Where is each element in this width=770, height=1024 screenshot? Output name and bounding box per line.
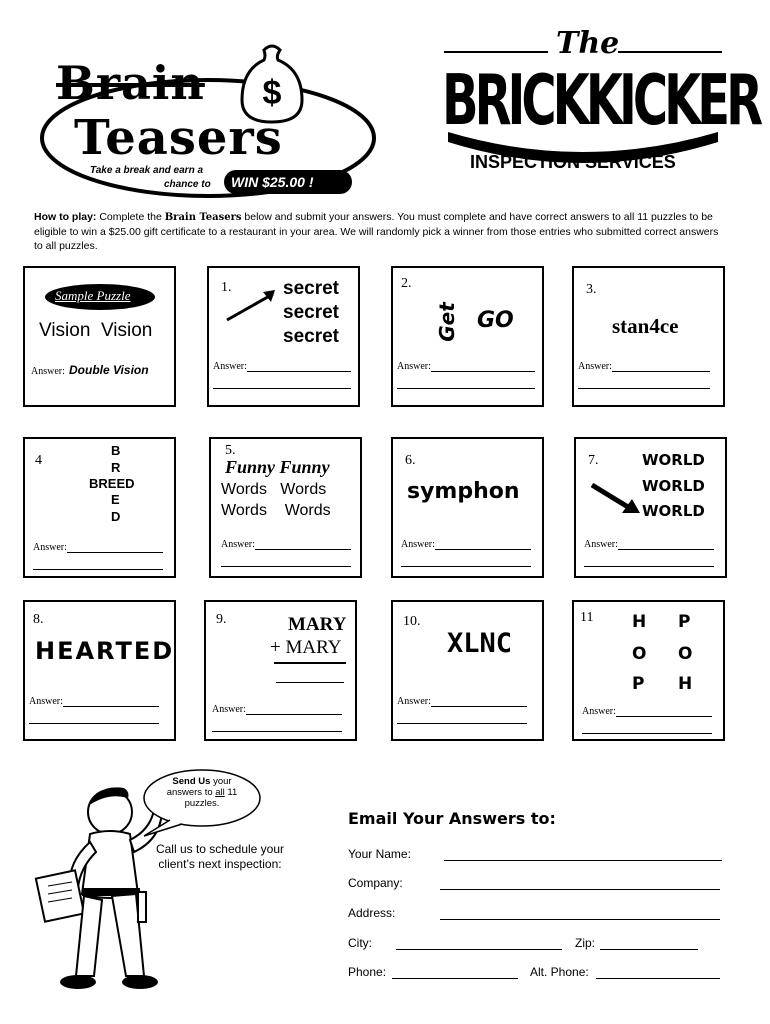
puzzle-9-number: 9. xyxy=(216,612,227,627)
puzzle-11-col1-3: P xyxy=(632,674,645,694)
logo-brickkicker-text: BRICKKICKER xyxy=(442,60,760,142)
puzzle-4-letter-2: R xyxy=(111,460,121,475)
puzzle-9-line-1: MARY xyxy=(288,614,347,635)
sample-puzzle-badge-text: Sample Puzzle xyxy=(55,288,131,303)
puzzle-1-answer-field-2[interactable] xyxy=(213,388,351,389)
address-label: Address: xyxy=(348,906,396,920)
sample-answer-label: Answer: xyxy=(31,366,65,377)
intro-part2: below and submit your answers. You must complete and have correct answers to all 11 puzzles to be eligible to win a $25.00 gift certificate to a restaurant in your area. We will randomly pick a winner from those entries who submitted correct answers to all puzzles. xyxy=(34,211,719,252)
logo-tagline-1: Take a break and earn a xyxy=(90,165,204,176)
company-label: Company: xyxy=(348,876,403,890)
puzzle-6-answer-field-2[interactable] xyxy=(401,566,531,567)
logo-brain-text: Brain xyxy=(56,56,205,110)
puzzle-9-answer-field-2[interactable] xyxy=(212,731,342,732)
puzzle-10-box xyxy=(391,600,544,741)
email-answers-heading: Email Your Answers to: xyxy=(348,809,556,828)
logo-inspection-services: INSPECTION SERVICES xyxy=(470,152,676,172)
puzzle-8-text-clip xyxy=(35,637,177,665)
puzzle-11-col1-1: H xyxy=(632,612,647,632)
puzzle-5-row-2: Words Words xyxy=(221,502,331,519)
puzzle-7-word-3: WORLD xyxy=(642,502,705,520)
puzzle-2-answer-field[interactable] xyxy=(431,371,535,372)
how-to-play-label: How to play: xyxy=(34,211,97,223)
puzzle-10-answer-field-2[interactable] xyxy=(397,723,527,724)
puzzle-11-box xyxy=(572,600,725,741)
puzzle-5-answer-label: Answer: xyxy=(221,539,255,550)
logo-prize-text: WIN $25.00 ! xyxy=(231,174,314,190)
sample-answer-value: Double Vision xyxy=(69,363,149,377)
phone-field[interactable] xyxy=(392,978,518,979)
puzzle-1-word-2: secret xyxy=(283,302,339,323)
puzzle-8-answer-field-2[interactable] xyxy=(29,723,159,724)
puzzle-6-text: symphon xyxy=(407,479,520,504)
puzzle-1-word-3: secret xyxy=(283,326,339,347)
puzzle-4-letter-3: BREED xyxy=(89,476,135,491)
speech-bubble-text xyxy=(152,776,252,809)
zip-field[interactable] xyxy=(600,949,698,950)
puzzle-7-word-2: WORLD xyxy=(642,477,705,495)
puzzle-7-answer-label: Answer: xyxy=(584,539,618,550)
puzzle-4-answer-field[interactable] xyxy=(67,552,163,553)
puzzle-8-number: 8. xyxy=(33,612,44,627)
puzzle-2-number: 2. xyxy=(401,276,412,291)
puzzle-10-text: XLNC xyxy=(447,628,513,659)
puzzle-5-answer-field-2[interactable] xyxy=(221,566,351,567)
puzzle-3-box xyxy=(572,266,725,407)
puzzle-9-answer-field[interactable] xyxy=(246,714,342,715)
puzzle-11-col2-3: H xyxy=(678,674,693,694)
city-field[interactable] xyxy=(396,949,562,950)
puzzle-8-answer-label: Answer: xyxy=(29,696,63,707)
puzzle-4-answer-field-2[interactable] xyxy=(33,569,163,570)
puzzle-3-text: stan4ce xyxy=(612,314,679,338)
bubble-answers-to: answers to xyxy=(166,787,213,798)
puzzle-10-answer-label: Answer: xyxy=(397,696,431,707)
puzzle-5-row-1: Words Words xyxy=(221,481,327,498)
puzzle-1-box xyxy=(207,266,360,407)
puzzle-5-answer-field[interactable] xyxy=(255,549,351,550)
puzzle-2-answer-field-2[interactable] xyxy=(397,388,535,389)
puzzle-11-answer-field-2[interactable] xyxy=(582,733,712,734)
logo-tagline-2: chance to xyxy=(164,179,211,190)
puzzle-9-line-2: + MARY xyxy=(270,637,342,658)
phone-label: Phone: xyxy=(348,965,387,979)
puzzle-7-word-1: WORLD xyxy=(642,451,705,469)
intro-brand: Brain Teasers xyxy=(164,212,242,223)
puzzle-1-arrow-icon xyxy=(223,286,283,326)
svg-text:$: $ xyxy=(262,74,282,112)
puzzle-2-get: Get xyxy=(434,302,459,342)
company-field[interactable] xyxy=(440,889,720,890)
puzzle-4-letter-1: B xyxy=(111,443,121,458)
puzzle-1-answer-label: Answer: xyxy=(213,361,247,372)
puzzle-9-answer-label: Answer: xyxy=(212,704,246,715)
puzzle-11-answer-field[interactable] xyxy=(616,716,712,717)
brain-teasers-logo xyxy=(36,38,381,203)
puzzle-5-funny: Funny Funny xyxy=(225,457,330,477)
puzzle-7-arrow-icon xyxy=(588,479,644,519)
sample-puzzle-content: Vision Vision xyxy=(39,320,153,341)
bubble-count: 11 xyxy=(227,787,238,798)
puzzle-2-answer-label: Answer: xyxy=(397,361,431,372)
address-field[interactable] xyxy=(440,919,720,920)
puzzle-9-result-line[interactable] xyxy=(276,682,344,683)
puzzle-1-number: 1. xyxy=(221,280,232,295)
puzzle-9-box xyxy=(204,600,357,741)
logo-the-text: The xyxy=(556,26,620,61)
bubble-your: your xyxy=(213,776,232,787)
puzzle-8-text: HEARTED xyxy=(35,637,175,665)
puzzle-7-answer-field-2[interactable] xyxy=(584,566,714,567)
your-name-field[interactable] xyxy=(444,860,722,861)
puzzle-7-answer-field[interactable] xyxy=(618,549,714,550)
puzzle-11-col2-1: P xyxy=(678,612,691,632)
brickkicker-logo xyxy=(438,22,760,182)
puzzle-1-word-1: secret xyxy=(283,278,339,299)
alt-phone-field[interactable] xyxy=(596,978,720,979)
puzzle-2-go: GO xyxy=(477,308,514,333)
intro-part1: Complete the xyxy=(99,211,162,223)
puzzle-11-col1-2: O xyxy=(632,644,647,664)
puzzle-1-answer-field[interactable] xyxy=(247,371,351,372)
call-to-schedule-text: Call us to schedule your client’s next inspection: xyxy=(155,842,285,871)
city-label: City: xyxy=(348,936,372,950)
bubble-all: all xyxy=(215,787,225,798)
puzzle-9-sum-line xyxy=(274,662,346,664)
your-name-label: Your Name: xyxy=(348,847,411,861)
puzzle-10-answer-field[interactable] xyxy=(431,706,527,707)
puzzle-8-answer-field[interactable] xyxy=(63,706,159,707)
sample-puzzle-box xyxy=(23,266,176,407)
puzzle-11-answer-label: Answer: xyxy=(582,706,616,717)
puzzle-6-answer-field[interactable] xyxy=(435,549,531,550)
puzzle-5-number: 5. xyxy=(225,443,236,458)
puzzle-11-col2-2: O xyxy=(678,644,693,664)
puzzle-4-letter-5: D xyxy=(111,509,121,524)
puzzle-5-box xyxy=(209,437,362,578)
puzzle-4-letter-4: E xyxy=(111,492,120,507)
alt-phone-label: Alt. Phone: xyxy=(530,965,589,979)
zip-label: Zip: xyxy=(575,936,596,950)
puzzle-4-number: 4 xyxy=(35,453,42,468)
puzzle-6-box xyxy=(391,437,544,578)
puzzle-4-box xyxy=(23,437,176,578)
puzzle-3-number: 3. xyxy=(586,282,597,297)
puzzle-4-answer-label: Answer: xyxy=(33,542,67,553)
puzzle-3-answer-label: Answer: xyxy=(578,361,612,372)
how-to-play-text xyxy=(34,210,728,253)
bubble-send-us: Send Us xyxy=(172,776,211,787)
puzzle-6-answer-label: Answer: xyxy=(401,539,435,550)
puzzle-7-number: 7. xyxy=(588,453,599,468)
bubble-puzzles: puzzles. xyxy=(184,798,220,809)
puzzle-3-answer-field-2[interactable] xyxy=(578,388,710,389)
logo-teasers-text: Teasers xyxy=(74,110,283,166)
puzzle-7-box xyxy=(574,437,727,578)
puzzle-11-number: 11 xyxy=(580,610,594,625)
puzzle-2-box xyxy=(391,266,544,407)
puzzle-6-number: 6. xyxy=(405,453,416,468)
puzzle-8-box xyxy=(23,600,176,741)
puzzle-10-number: 10. xyxy=(403,614,421,629)
puzzle-3-answer-field[interactable] xyxy=(612,371,710,372)
